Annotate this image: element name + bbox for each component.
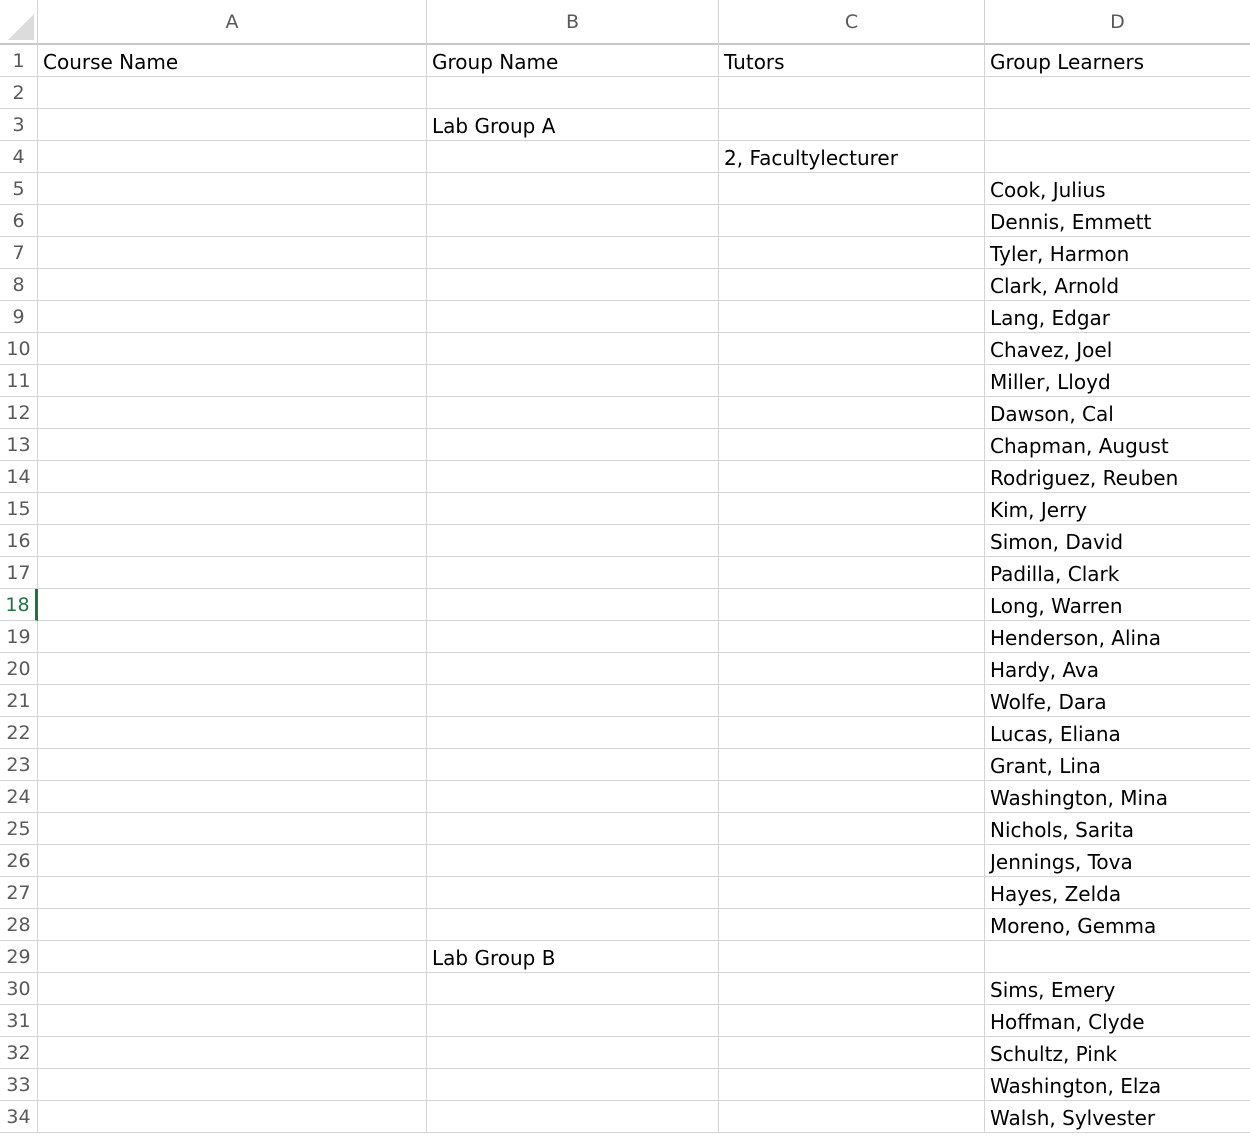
sheet-row [0, 397, 1250, 429]
sheet-row [0, 461, 1250, 493]
cell-column-d[interactable]: Padilla, Clark [985, 557, 1250, 589]
cell-column-c[interactable] [719, 365, 985, 397]
cell-column-b[interactable] [427, 781, 719, 813]
cell-column-b[interactable] [427, 973, 719, 1005]
cell-column-c[interactable] [719, 941, 985, 973]
cell-column-c[interactable] [719, 429, 985, 461]
cell-column-a[interactable] [38, 717, 427, 749]
cell-column-d[interactable]: Lang, Edgar [985, 301, 1250, 333]
cell-column-b[interactable] [427, 269, 719, 301]
cell-column-d[interactable]: Simon, David [985, 525, 1250, 557]
sheet-row [0, 685, 1250, 717]
cell-column-d[interactable]: Moreno, Gemma [985, 909, 1250, 941]
cell-column-b[interactable] [427, 621, 719, 653]
cell-column-d[interactable]: Chapman, August [985, 429, 1250, 461]
cell-column-b[interactable]: Group Name [427, 45, 719, 77]
cell-column-c[interactable] [719, 1037, 985, 1069]
row-header[interactable]: 7 [0, 237, 38, 269]
cell-column-d[interactable]: Wolfe, Dara [985, 685, 1250, 717]
sheet-row [0, 269, 1250, 301]
cell-column-b[interactable] [427, 909, 719, 941]
cell-column-b[interactable] [427, 301, 719, 333]
cell-column-a[interactable] [38, 237, 427, 269]
sheet-row [0, 845, 1250, 877]
sheet-row [0, 77, 1250, 109]
sheet-row [0, 941, 1250, 973]
cell-column-c[interactable] [719, 333, 985, 365]
cell-column-c[interactable] [719, 525, 985, 557]
cell-column-a[interactable] [38, 813, 427, 845]
cell-column-a[interactable] [38, 301, 427, 333]
cell-column-a[interactable] [38, 685, 427, 717]
cell-column-a[interactable] [38, 109, 427, 141]
cell-column-a[interactable] [38, 397, 427, 429]
row-header[interactable]: 2 [0, 77, 38, 109]
cell-column-c[interactable] [719, 173, 985, 205]
cell-column-d[interactable] [985, 77, 1250, 109]
cell-column-d[interactable]: Hoffman, Clyde [985, 1005, 1250, 1037]
cell-column-d[interactable]: Tyler, Harmon [985, 237, 1250, 269]
cell-column-b[interactable]: Lab Group B [427, 941, 719, 973]
sheet-row [0, 109, 1250, 141]
cell-column-a[interactable]: Course Name [38, 45, 427, 77]
cell-column-b[interactable] [427, 333, 719, 365]
row-header[interactable]: 19 [0, 621, 38, 653]
cell-column-a[interactable] [38, 1069, 427, 1101]
sheet-row [0, 813, 1250, 845]
cell-column-a[interactable] [38, 877, 427, 909]
row-header[interactable]: 15 [0, 493, 38, 525]
row-header[interactable]: 9 [0, 301, 38, 333]
row-header[interactable]: 6 [0, 205, 38, 237]
cell-column-c[interactable] [719, 1069, 985, 1101]
cell-column-c[interactable] [719, 77, 985, 109]
cell-column-c[interactable] [719, 301, 985, 333]
cell-column-c[interactable] [719, 685, 985, 717]
cell-column-a[interactable] [38, 365, 427, 397]
sheet-row [0, 237, 1250, 269]
cell-column-c[interactable] [719, 717, 985, 749]
row-header[interactable]: 34 [0, 1101, 38, 1133]
cell-column-c[interactable] [719, 557, 985, 589]
cell-column-d[interactable]: Schultz, Pink [985, 1037, 1250, 1069]
cell-column-d[interactable] [985, 941, 1250, 973]
select-all-corner[interactable] [0, 0, 38, 45]
row-header[interactable]: 4 [0, 141, 38, 173]
cell-column-c[interactable] [719, 813, 985, 845]
sheet-row [0, 429, 1250, 461]
row-header[interactable]: 22 [0, 717, 38, 749]
cell-column-d[interactable]: Dawson, Cal [985, 397, 1250, 429]
cell-column-a[interactable] [38, 653, 427, 685]
row-header[interactable]: 16 [0, 525, 38, 557]
sheet-row [0, 1005, 1250, 1037]
cell-column-b[interactable] [427, 717, 719, 749]
row-header[interactable]: 14 [0, 461, 38, 493]
cell-column-a[interactable] [38, 77, 427, 109]
cell-column-c[interactable] [719, 269, 985, 301]
cell-column-b[interactable] [427, 749, 719, 781]
cell-column-c[interactable] [719, 397, 985, 429]
row-header[interactable]: 32 [0, 1037, 38, 1069]
cell-column-c[interactable]: Tutors [719, 45, 985, 77]
cell-column-c[interactable] [719, 909, 985, 941]
cell-column-b[interactable] [427, 877, 719, 909]
cell-column-a[interactable] [38, 1101, 427, 1133]
cell-column-d[interactable]: Cook, Julius [985, 173, 1250, 205]
cell-column-a[interactable] [38, 1037, 427, 1069]
cell-column-b[interactable] [427, 141, 719, 173]
cell-column-a[interactable] [38, 205, 427, 237]
cell-column-d[interactable]: Kim, Jerry [985, 493, 1250, 525]
cell-column-a[interactable] [38, 589, 427, 621]
cell-column-c[interactable] [719, 1005, 985, 1037]
cell-column-c[interactable] [719, 1101, 985, 1133]
row-header[interactable]: 12 [0, 397, 38, 429]
cell-column-d[interactable]: Walsh, Sylvester [985, 1101, 1250, 1133]
cell-column-b[interactable] [427, 77, 719, 109]
cell-column-d[interactable] [985, 109, 1250, 141]
cell-column-c[interactable] [719, 621, 985, 653]
cell-column-d[interactable]: Long, Warren [985, 589, 1250, 621]
row-header[interactable]: 20 [0, 653, 38, 685]
cell-column-d[interactable]: Clark, Arnold [985, 269, 1250, 301]
sheet-row [0, 333, 1250, 365]
cell-column-d[interactable]: Lucas, Eliana [985, 717, 1250, 749]
cell-column-d[interactable]: Sims, Emery [985, 973, 1250, 1005]
sheet-row [0, 621, 1250, 653]
cell-column-b[interactable] [427, 1069, 719, 1101]
cell-column-c[interactable] [719, 781, 985, 813]
cell-column-c[interactable] [719, 205, 985, 237]
cell-column-d[interactable]: Grant, Lina [985, 749, 1250, 781]
sheet-row [0, 1069, 1250, 1101]
column-header-a[interactable]: A [38, 0, 427, 45]
sheet-row [0, 557, 1250, 589]
row-header[interactable]: 24 [0, 781, 38, 813]
cell-column-d[interactable]: Nichols, Sarita [985, 813, 1250, 845]
cell-column-d[interactable]: Hayes, Zelda [985, 877, 1250, 909]
sheet-row [0, 1037, 1250, 1069]
cell-column-b[interactable] [427, 525, 719, 557]
cell-column-b[interactable] [427, 685, 719, 717]
cell-column-a[interactable] [38, 557, 427, 589]
column-header-d[interactable]: D [985, 0, 1250, 45]
column-header-b[interactable]: B [427, 0, 719, 45]
row-header[interactable]: 3 [0, 109, 38, 141]
row-header[interactable]: 23 [0, 749, 38, 781]
cell-column-b[interactable] [427, 493, 719, 525]
cell-column-b[interactable] [427, 365, 719, 397]
sheet-row [0, 1101, 1250, 1133]
cell-column-a[interactable] [38, 269, 427, 301]
cell-column-c[interactable] [719, 653, 985, 685]
sheet-row [0, 909, 1250, 941]
sheet-row [0, 749, 1250, 781]
cell-column-b[interactable] [427, 1037, 719, 1069]
cell-column-b[interactable] [427, 813, 719, 845]
cell-column-b[interactable] [427, 845, 719, 877]
cell-column-c[interactable] [719, 589, 985, 621]
cell-column-a[interactable] [38, 781, 427, 813]
sheet-row [0, 973, 1250, 1005]
cell-column-a[interactable] [38, 493, 427, 525]
cell-column-a[interactable] [38, 1005, 427, 1037]
cell-column-b[interactable]: Lab Group A [427, 109, 719, 141]
row-header[interactable]: 25 [0, 813, 38, 845]
row-header[interactable]: 10 [0, 333, 38, 365]
cell-column-c[interactable] [719, 877, 985, 909]
cell-column-b[interactable] [427, 205, 719, 237]
cell-column-d[interactable]: Group Learners [985, 45, 1250, 77]
cell-column-a[interactable] [38, 429, 427, 461]
cell-column-d[interactable]: Washington, Mina [985, 781, 1250, 813]
cell-column-b[interactable] [427, 461, 719, 493]
cell-column-a[interactable] [38, 141, 427, 173]
row-header[interactable]: 27 [0, 877, 38, 909]
cell-column-a[interactable] [38, 525, 427, 557]
cell-column-b[interactable] [427, 653, 719, 685]
row-header[interactable]: 28 [0, 909, 38, 941]
sheet-row [0, 877, 1250, 909]
cell-column-a[interactable] [38, 461, 427, 493]
cell-column-d[interactable]: Dennis, Emmett [985, 205, 1250, 237]
cell-column-b[interactable] [427, 557, 719, 589]
cell-column-d[interactable]: Miller, Lloyd [985, 365, 1250, 397]
row-header[interactable]: 18 [0, 589, 38, 621]
cell-column-a[interactable] [38, 173, 427, 205]
cell-column-d[interactable]: Henderson, Alina [985, 621, 1250, 653]
sheet-row [0, 781, 1250, 813]
sheet-row [0, 45, 1250, 77]
cell-column-a[interactable] [38, 621, 427, 653]
row-header[interactable]: 11 [0, 365, 38, 397]
row-header[interactable]: 33 [0, 1069, 38, 1101]
sheet-row [0, 717, 1250, 749]
cell-column-d[interactable]: Washington, Elza [985, 1069, 1250, 1101]
cell-column-d[interactable]: Chavez, Joel [985, 333, 1250, 365]
cell-column-c[interactable] [719, 749, 985, 781]
cell-column-a[interactable] [38, 941, 427, 973]
row-header[interactable]: 1 [0, 45, 38, 77]
sheet-row [0, 525, 1250, 557]
row-header[interactable]: 17 [0, 557, 38, 589]
sheet-row [0, 141, 1250, 173]
sheet-row [0, 173, 1250, 205]
cell-column-d[interactable]: Jennings, Tova [985, 845, 1250, 877]
cell-column-c[interactable]: 2, Facultylecturer [719, 141, 985, 173]
cell-column-d[interactable]: Rodriguez, Reuben [985, 461, 1250, 493]
row-header[interactable]: 13 [0, 429, 38, 461]
cell-column-d[interactable] [985, 141, 1250, 173]
cell-column-b[interactable] [427, 589, 719, 621]
cell-column-b[interactable] [427, 173, 719, 205]
sheet-row [0, 493, 1250, 525]
sheet-row [0, 301, 1250, 333]
cell-column-b[interactable] [427, 429, 719, 461]
cell-column-c[interactable] [719, 461, 985, 493]
cell-column-c[interactable] [719, 493, 985, 525]
sheet-row [0, 589, 1250, 621]
row-header[interactable]: 30 [0, 973, 38, 1005]
cell-column-d[interactable]: Hardy, Ava [985, 653, 1250, 685]
cell-column-a[interactable] [38, 845, 427, 877]
sheet-row [0, 365, 1250, 397]
cell-column-c[interactable] [719, 237, 985, 269]
row-header[interactable]: 26 [0, 845, 38, 877]
column-header-c[interactable]: C [719, 0, 985, 45]
cell-column-c[interactable] [719, 973, 985, 1005]
cell-column-a[interactable] [38, 973, 427, 1005]
cell-column-a[interactable] [38, 333, 427, 365]
row-header[interactable]: 8 [0, 269, 38, 301]
cell-column-b[interactable] [427, 1101, 719, 1133]
sheet-row [0, 653, 1250, 685]
cell-column-c[interactable] [719, 845, 985, 877]
select-all-triangle-icon [8, 14, 34, 40]
cell-column-b[interactable] [427, 1005, 719, 1037]
cell-column-a[interactable] [38, 749, 427, 781]
row-header[interactable]: 29 [0, 941, 38, 973]
row-header[interactable]: 5 [0, 173, 38, 205]
sheet-row [0, 205, 1250, 237]
cell-column-b[interactable] [427, 397, 719, 429]
cell-column-c[interactable] [719, 109, 985, 141]
row-header[interactable]: 31 [0, 1005, 38, 1037]
cell-column-b[interactable] [427, 237, 719, 269]
cell-column-a[interactable] [38, 909, 427, 941]
row-header[interactable]: 21 [0, 685, 38, 717]
